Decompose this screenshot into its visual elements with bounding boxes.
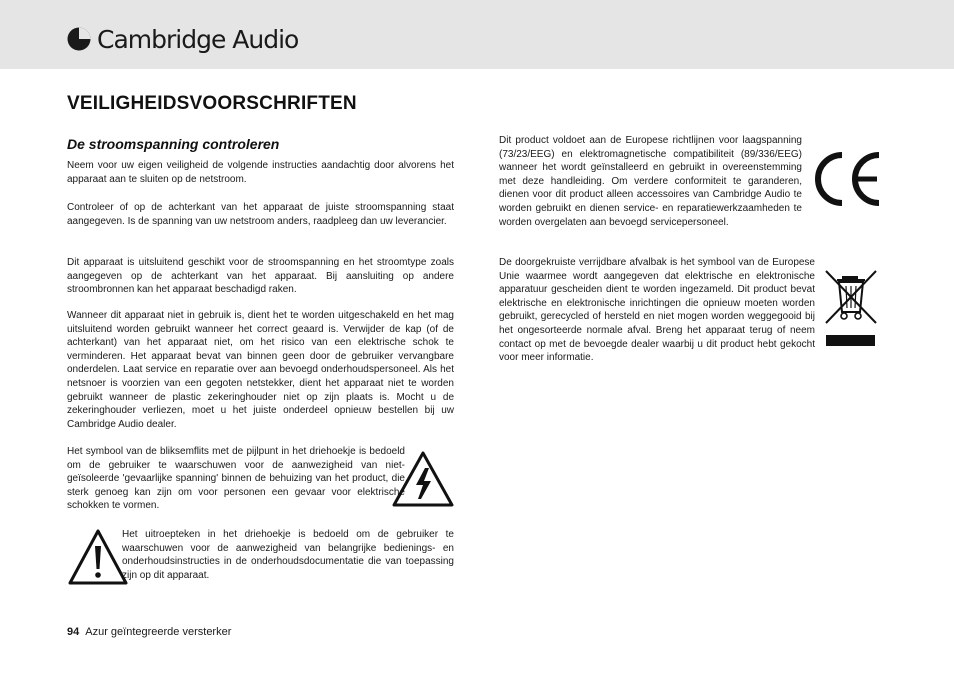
crossed-out-bin-icon — [822, 268, 880, 326]
ce-mark-icon — [809, 150, 885, 208]
page-footer — [67, 626, 231, 638]
brand-logo — [67, 22, 298, 56]
paragraph-lightning-symbol: Het symbool van de bliksemflits met de pijlpunt in het driehoekje is bedoeld om de gebruiker te waarschuwen voor de aanwezigheid van niet-geïsoleerde 'gevaarlijke spanning' binnen de behuizing van het product, die sterk genoeg kan zijn om voor personen een gevaar voor elektrische schokken te vormen. — [67, 446, 405, 512]
weee-bar — [826, 335, 875, 346]
paragraph-exclamation-symbol: Het uitroepteken in het driehoekje is bedoeld om de gebruiker te waarschuwen voor de aanwezigheid van belangrijke bedienings- en onderhoudsinstructies in de onderhoudsdocumentatie die van toepassing zijn op dit apparaat. — [122, 529, 454, 581]
exclamation-warning-icon — [67, 528, 129, 586]
section-heading: De stroomspanning controleren — [67, 136, 280, 152]
paragraph-ce-conformity: Dit product voldoet aan de Europese richtlijnen voor laagspanning (73/23/EEG) en elektromagnetische compatibiliteit (89/336/EEG) wanneer het wordt geïnstalleerd en gebruikt in overeenstemming met deze handleiding. Om verdere conformiteit te garanderen, dienen voor dit product alleen accessoires van Cambridge Audio te worden gebruikt en dienen service- en reparatiewerkzaamheden te worden overgelaten aan bevoegd servicepersoneel. — [499, 135, 802, 228]
paragraph-check-voltage: Controleer of op de achterkant van het apparaat de juiste stroomspanning staat aangegeven. Is de spanning van uw netstroom anders, raadpleeg dan uw leverancier. — [67, 202, 454, 227]
brand-name: Cambridge Audio — [97, 24, 299, 54]
page-number: 94 — [67, 626, 80, 638]
product-name: Azur geïntegreerde versterker — [85, 626, 232, 638]
page-title: VEILIGHEIDSVOORSCHRIFTEN — [67, 93, 357, 114]
header-bar — [0, 0, 954, 69]
cambridge-audio-logo-icon — [67, 27, 91, 51]
paragraph-intro: Neem voor uw eigen veiligheid de volgende instructies aandachtig door alvorens het apparaat aan te sluiten op de netstroom. — [67, 160, 454, 185]
paragraph-weee: De doorgekruiste verrijdbare afvalbak is het symbool van de Europese Unie waarmee wordt aangegeven dat elektrische en elektronische apparatuur gescheiden dient te worden ingezameld. Dit product bevat elektrische en elektronische inrichtingen die opnieuw moeten worden gebruikt, gerecycled of hersteld en niet mogen worden weggegooid bij het ongesorteerde normale afval. Breng het apparaat terug of neem contact op met de bevoegde dealer waarbij u dit product hebt gekocht voor meer informatie. — [499, 257, 815, 364]
paragraph-power-type: Dit apparaat is uitsluitend geschikt voor de stroomspanning en het stroomtype zoals aangegeven op de achterkant van het apparaat. Bij aansluiting op andere stroombronnen kan het apparaat beschadigd raken. — [67, 257, 454, 296]
lightning-warning-icon — [391, 450, 455, 508]
paragraph-usage-safety: Wanneer dit apparaat niet in gebruik is, dient het te worden uitgeschakeld en het mag uitsluitend worden gebruikt wanneer het correct geaard is. Verwijder de kap (of de achterkant) van het apparaat niet, om het risico van een elektrische schok te verminderen. Het apparaat bevat van binnen geen door de gebruiker vervangbare onderdelen. Laat service en reparatie over aan bevoegd onderhoudspersoneel. Als het netsnoer is voorzien van een gegoten netstekker, dient het apparaat niet te worden gebruikt wanneer de plastic zekeringhouder niet op zijn plaats is. Mocht u de zekeringhouder verliezen, moet u het juiste onderdeel opnieuw bestellen bij uw Cambridge Audio dealer. — [67, 310, 454, 430]
